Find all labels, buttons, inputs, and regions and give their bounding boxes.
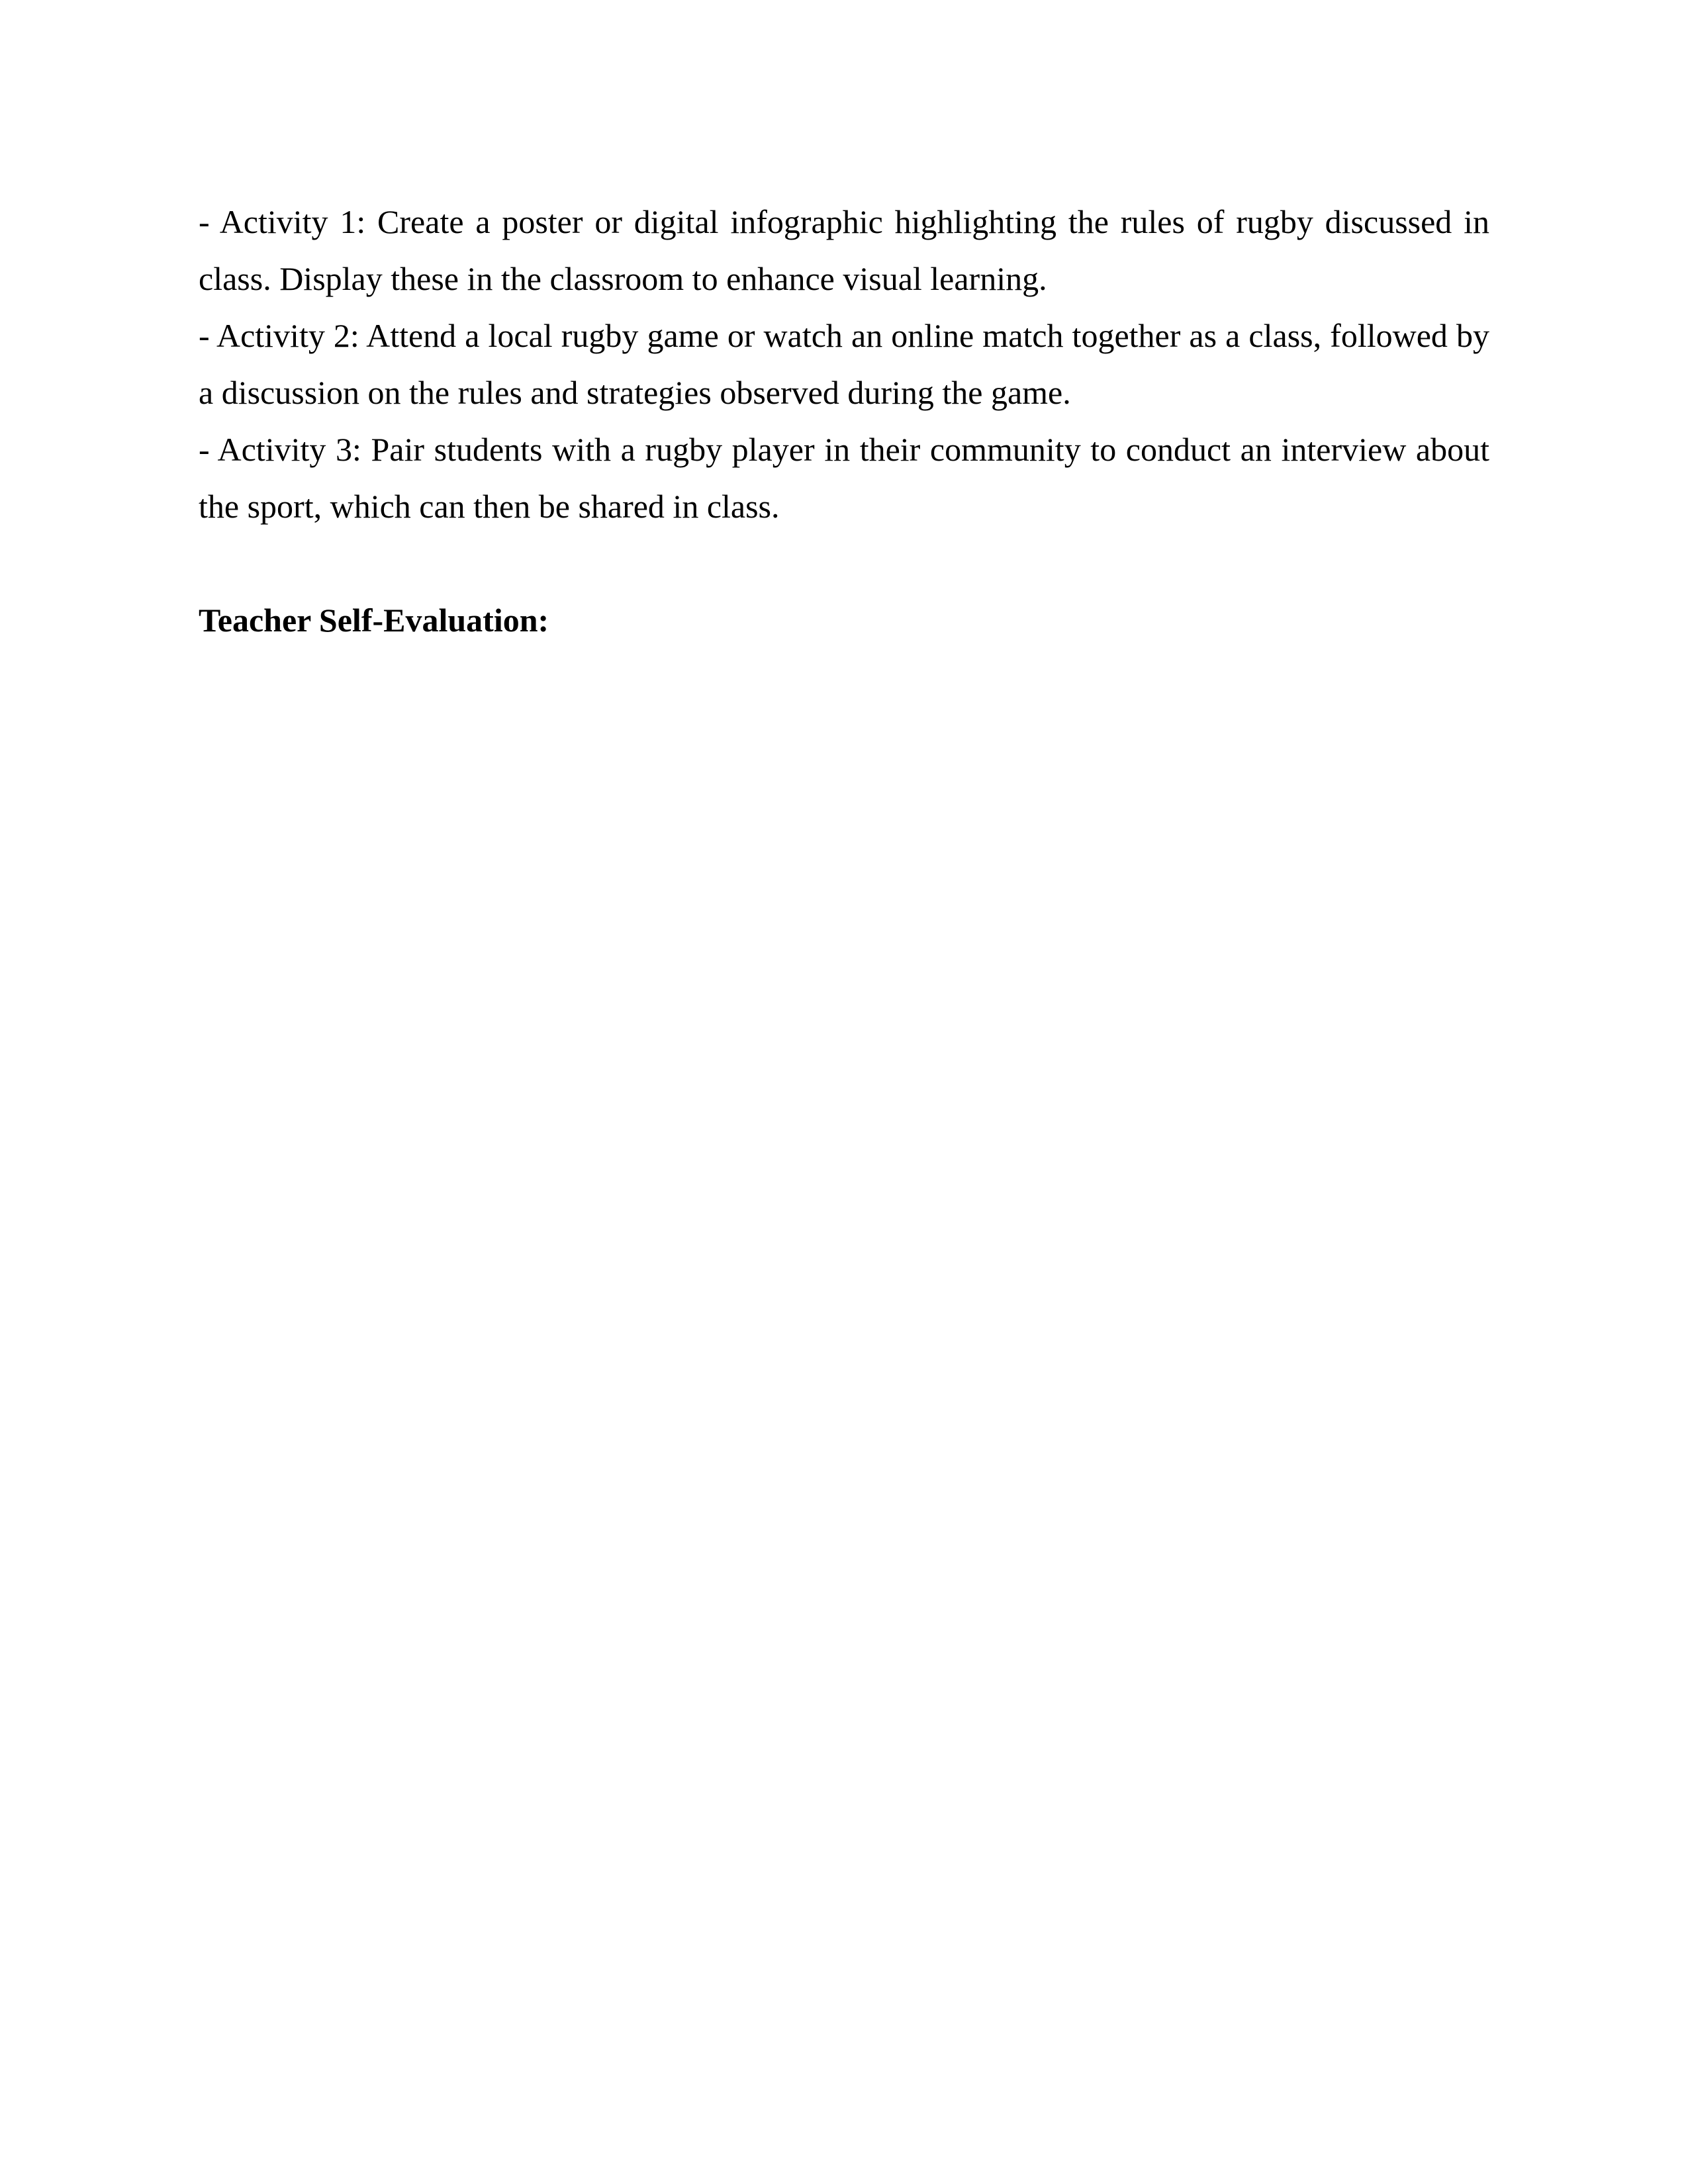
activity-3-text: - Activity 3: Pair students with a rugby player in their community to conduct an interview about the sport, which can then be shared in class. [199,431,1489,525]
activity-1-text: - Activity 1: Create a poster or digital infographic highlighting the rules of rugby discussed in class. Display these in the classroom to enhance visual learning. [199,203,1489,297]
teacher-self-evaluation-heading: Teacher Self-Evaluation: [199,602,549,639]
page-content [199,193,1489,649]
activity-2-text: - Activity 2: Attend a local rugby game or watch an online match together as a class, followed by a discussion on the rules and strategies observed during the game. [199,317,1489,411]
